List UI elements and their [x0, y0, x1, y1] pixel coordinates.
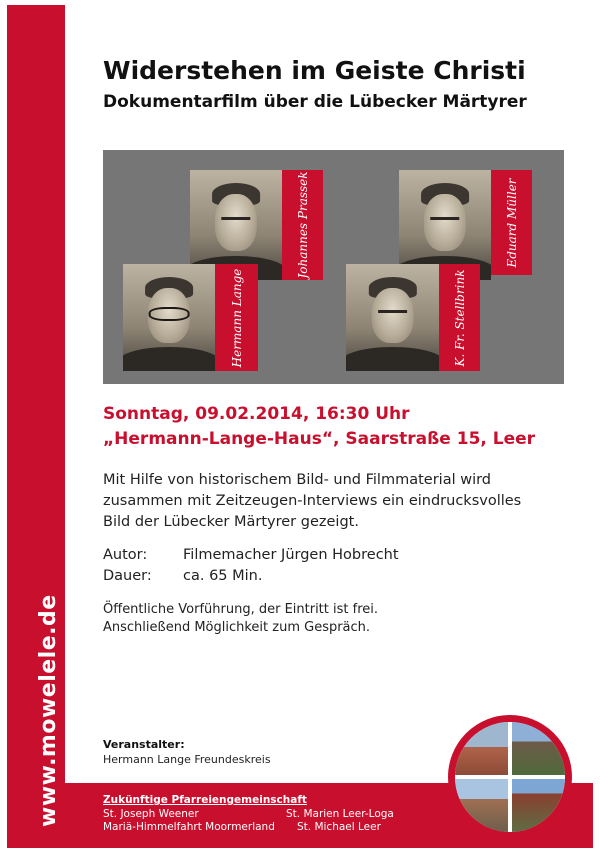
poster-subtitle: Dokumentarfilm über die Lübecker Märtyrer [103, 92, 527, 112]
parish-left-2: Mariä-Himmelfahrt Moormerland [103, 821, 275, 833]
parish-title: Zukünftige Pfarreiengemeinschaft [103, 794, 307, 806]
signature-tab-4 [439, 264, 480, 371]
note-line: Anschließend Möglichkeit zum Gespräch. [103, 620, 371, 635]
organizer-name: Hermann Lange Freundeskreis [103, 753, 271, 766]
logo-divider [455, 775, 565, 779]
signature-tab-2 [491, 170, 532, 275]
portrait-eyes [430, 217, 459, 227]
author-label: Autor: [103, 547, 148, 563]
event-description [103, 470, 543, 533]
description-line: zusammen mit Zeitzeugen-Interviews ein eindrucksvolles [103, 493, 522, 509]
portrait-glasses [149, 307, 190, 322]
organizer-label: Veranstalter: [103, 738, 185, 751]
parish-right-2: St. Michael Leer [297, 821, 381, 833]
film-details [103, 545, 399, 587]
portrait-photo-3 [123, 264, 215, 371]
church-photo-3 [455, 777, 510, 832]
signature-text: Johannes Prassek [295, 171, 310, 279]
duration-row [103, 566, 399, 587]
author-row [103, 545, 399, 566]
signature-text: Hermann Lange [229, 268, 244, 367]
description-line: Bild der Lübecker Märtyrer gezeigt. [103, 514, 359, 530]
portrait-shoulders [346, 347, 439, 371]
author-value: Filmemacher Jürgen Hobrecht [183, 547, 399, 563]
event-venue: „Hermann-Lange-Haus“, Saarstraße 15, Leer [103, 429, 536, 449]
event-notes [103, 601, 378, 637]
duration-label: Dauer: [103, 568, 152, 584]
signature-tab-1 [282, 170, 323, 280]
event-date-time: Sonntag, 09.02.2014, 16:30 Uhr [103, 404, 410, 424]
church-photo-1 [455, 722, 510, 777]
duration-value: ca. 65 Min. [183, 568, 263, 584]
signature-tab-3 [215, 264, 258, 371]
portrait-photo-4 [346, 264, 439, 371]
note-line: Öffentliche Vorführung, der Eintritt ist frei. [103, 602, 379, 617]
parish-churches-logo [448, 715, 572, 839]
portrait-collage [103, 150, 564, 384]
portrait-eyes [221, 217, 250, 227]
website-url[interactable]: www.mowelele.de [36, 594, 61, 827]
portrait-shoulders [123, 347, 215, 371]
parish-right-1: St. Marien Leer-Loga [286, 808, 394, 820]
signature-text: Eduard Müller [504, 177, 519, 268]
parish-left-1: St. Joseph Weener [103, 808, 199, 820]
signature-text: K. Fr. Stellbrink [452, 268, 467, 367]
church-photo-2 [510, 722, 565, 777]
poster-title: Widerstehen im Geiste Christi [103, 56, 526, 85]
church-photo-4 [510, 777, 565, 832]
portrait-eyes [378, 310, 408, 319]
description-line: Mit Hilfe von historischem Bild- und Filmmaterial wird [103, 472, 492, 488]
